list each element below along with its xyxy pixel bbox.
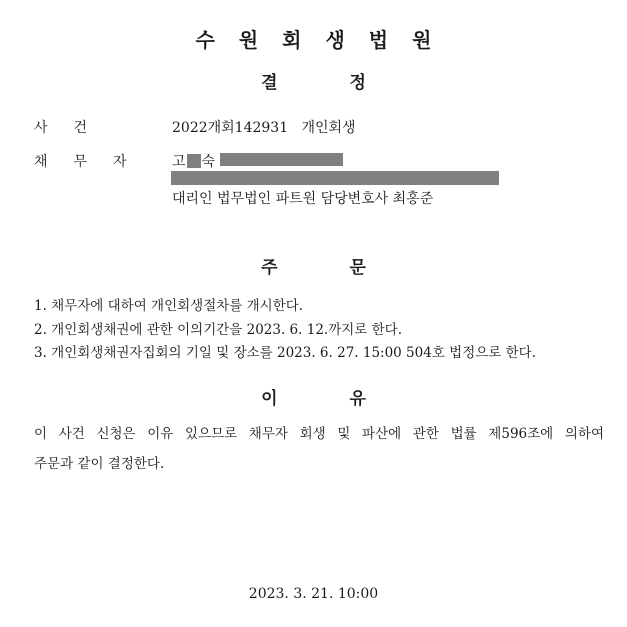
reason-line-2: 주문과 같이 결정한다. [34, 456, 165, 472]
debtor-name [172, 151, 215, 171]
case-type: 개인회생 [301, 120, 356, 136]
case-label: 사건 [34, 120, 114, 136]
case-value [172, 117, 356, 137]
order-item-3: 3. 개인회생채권자집회의 기일 및 장소를 2023. 6. 27. 15:00 504호 법정으로 한다. [34, 345, 536, 361]
debtor-agent: 대리인 법무법인 파트원 담당변호사 최홍준 [172, 191, 434, 207]
debtor-name-last: 숙 [201, 154, 216, 170]
debtor-name-first: 고 [172, 154, 186, 170]
debtor-label: 채무자 [34, 154, 153, 170]
document-title: 결정 [261, 73, 438, 93]
redaction-resident-number [220, 153, 343, 166]
redaction-name-middle [187, 154, 201, 168]
decision-date: 2023. 3. 21. 10:00 [248, 586, 379, 602]
order-heading: 주문 [261, 258, 438, 278]
order-item-1: 1. 채무자에 대하여 개인회생절차를 개시한다. [34, 298, 304, 314]
order-item-2: 2. 개인회생채권에 관한 이의기간을 2023. 6. 12.까지로 한다. [34, 322, 402, 338]
case-number: 2022개회142931 [172, 120, 289, 136]
reason-line-1: 이 사건 신청은 이유 있으므로 채무자 회생 및 파산에 관한 법률 제596조에 의하여 [34, 426, 604, 442]
court-name: 수원회생법원 [195, 28, 456, 52]
reason-heading: 이유 [261, 389, 438, 409]
redaction-address [171, 171, 499, 185]
